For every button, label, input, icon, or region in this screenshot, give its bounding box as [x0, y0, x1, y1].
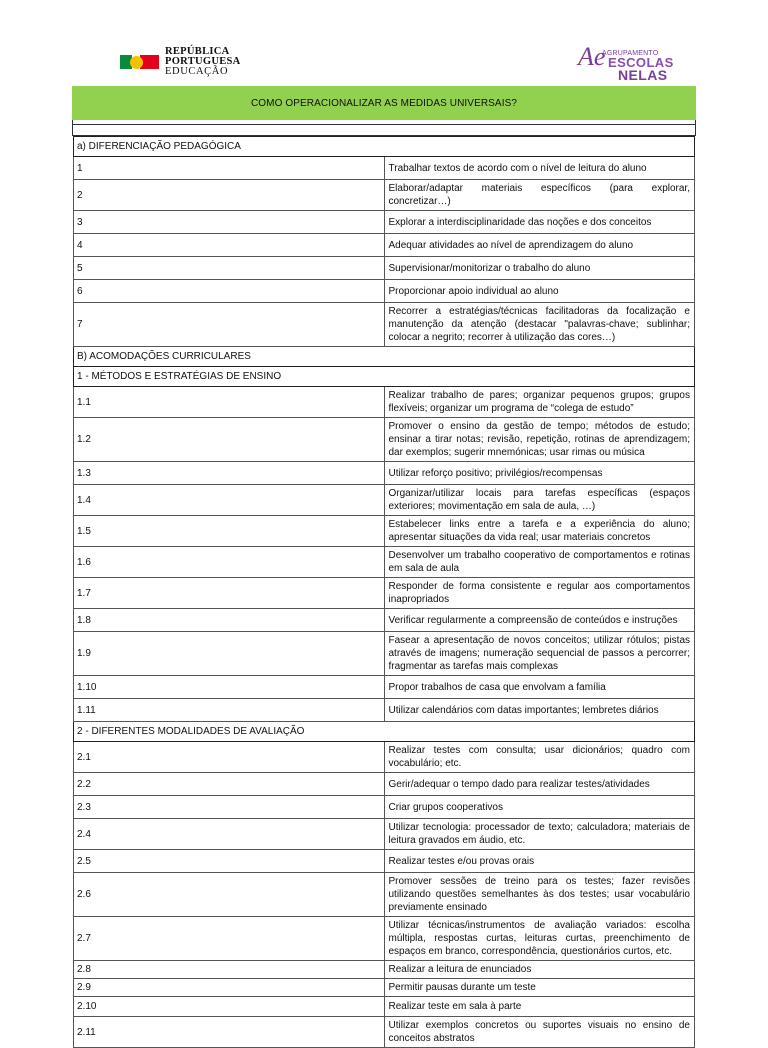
subsection-heading-2: 2 - DIFERENTES MODALIDADES DE AVALIAÇÃO — [74, 722, 695, 742]
item-number: 2.9 — [74, 979, 385, 997]
table-row — [74, 609, 695, 632]
table-row — [74, 157, 695, 180]
table-row — [74, 462, 695, 485]
table-row — [74, 180, 695, 211]
table-row — [74, 547, 695, 578]
item-text: Recorrer a estratégias/técnicas facilitadoras da focalização e manutenção da atenção (destacar "palavras-chave; sublinhar; colocar a negrito; recorrer à utilização das cores…) — [384, 303, 695, 347]
item-text: Promover sessões de treino para os testes; fazer revisões utilizando questões semelhantes às dos testes; usar vocabulário previamente ensinado — [384, 873, 695, 917]
gov-line-2: PORTUGUESA — [165, 56, 241, 67]
item-number: 1.11 — [74, 699, 385, 722]
item-number: 4 — [74, 234, 385, 257]
republica-portuguesa-logo — [120, 47, 241, 77]
item-number: 7 — [74, 303, 385, 347]
item-number: 1.3 — [74, 462, 385, 485]
item-number: 1.9 — [74, 632, 385, 676]
item-text: Responder de forma consistente e regular aos comportamentos inapropriados — [384, 578, 695, 609]
table-row — [74, 917, 695, 961]
item-number: 6 — [74, 280, 385, 303]
item-number: 1.6 — [74, 547, 385, 578]
item-text: Utilizar calendários com datas importantes; lembretes diários — [384, 699, 695, 722]
item-text: Realizar testes e/ou provas orais — [384, 850, 695, 873]
item-text: Gerir/adequar o tempo dado para realizar testes/atividades — [384, 773, 695, 796]
gov-line-1: REPÚBLICA — [165, 46, 230, 57]
item-number: 1.4 — [74, 485, 385, 516]
school-logo-mark: Ae — [578, 42, 606, 71]
section-heading-a: a) DIFERENCIAÇÃO PEDAGÓGICA — [74, 137, 695, 157]
item-text: Utilizar reforço positivo; privilégios/recompensas — [384, 462, 695, 485]
item-text: Verificar regularmente a compreensão de conteúdos e instruções — [384, 609, 695, 632]
item-text: Utilizar técnicas/instrumentos de avaliação variados: escolha múltipla, respostas curtas, leituras curtas, preenchimento de espaços em branco, correspondência, questionários curtos, etc. — [384, 917, 695, 961]
page-title: COMO OPERACIONALIZAR AS MEDIDAS UNIVERSAIS? — [72, 86, 696, 120]
table-row — [74, 257, 695, 280]
item-number: 3 — [74, 211, 385, 234]
item-number: 1.7 — [74, 578, 385, 609]
table-row — [74, 485, 695, 516]
school-logo-line-2: ESCOLAS — [608, 55, 674, 70]
item-number: 2.2 — [74, 773, 385, 796]
item-text: Organizar/utilizar locais para tarefas específicas (espaços exteriores; movimentação em sala de aula, …) — [384, 485, 695, 516]
measures-table — [73, 136, 695, 1048]
table-row — [74, 819, 695, 850]
table-row — [74, 773, 695, 796]
item-text: Utilizar tecnologia: processador de texto; calculadora; materiais de leitura gravados em áudio, etc. — [384, 819, 695, 850]
item-text: Supervisionar/monitorizar o trabalho do aluno — [384, 257, 695, 280]
table-row — [74, 979, 695, 997]
item-number: 1 — [74, 157, 385, 180]
table-row — [74, 699, 695, 722]
item-text: Fasear a apresentação de novos conceitos; utilizar rótulos; pistas através de imagens; numeração sequencial de passos a percorrer; fragmentar as tarefas mais complexas — [384, 632, 695, 676]
item-text: Explorar a interdisciplinaridade das noções e dos conceitos — [384, 211, 695, 234]
table-row — [74, 578, 695, 609]
item-text: Proporcionar apoio individual ao aluno — [384, 280, 695, 303]
item-number: 2.11 — [74, 1017, 385, 1048]
item-text: Criar grupos cooperativos — [384, 796, 695, 819]
table-row — [74, 387, 695, 418]
item-text: Permitir pausas durante um teste — [384, 979, 695, 997]
item-text: Elaborar/adaptar materiais específicos (para explorar, concretizar…) — [384, 180, 695, 211]
item-number: 2.3 — [74, 796, 385, 819]
school-logo — [578, 40, 678, 86]
item-text: Adequar atividades ao nível de aprendizagem do aluno — [384, 234, 695, 257]
item-number: 2.5 — [74, 850, 385, 873]
table-row — [74, 418, 695, 462]
table-row — [74, 1017, 695, 1048]
item-text: Promover o ensino da gestão de tempo; métodos de estudo; ensinar a tirar notas; revisão, repetição, rotinas de aprendizagem; dar exemplos; sugerir mnemónicas; usar rimas ou música — [384, 418, 695, 462]
table-row — [74, 676, 695, 699]
page-header — [0, 0, 768, 86]
item-number: 2.8 — [74, 961, 385, 979]
item-number: 1.8 — [74, 609, 385, 632]
portugal-flag-icon — [120, 55, 159, 69]
item-number: 1.10 — [74, 676, 385, 699]
item-number: 2.4 — [74, 819, 385, 850]
item-text: Realizar trabalho de pares; organizar pequenos grupos; grupos flexíveis; organizar um programa de “colega de estudo” — [384, 387, 695, 418]
table-row — [74, 873, 695, 917]
item-number: 2.7 — [74, 917, 385, 961]
item-text: Utilizar exemplos concretos ou suportes visuais no ensino de conceitos abstratos — [384, 1017, 695, 1048]
table-row — [74, 303, 695, 347]
table-row — [74, 850, 695, 873]
item-text: Realizar testes com consulta; usar dicionários; quadro com vocabulário; etc. — [384, 742, 695, 773]
subsection-heading-1: 1 - MÉTODOS E ESTRATÉGIAS DE ENSINO — [74, 367, 695, 387]
school-logo-line-3: NELAS — [618, 67, 668, 83]
item-number: 1.1 — [74, 387, 385, 418]
item-number: 2 — [74, 180, 385, 211]
table-row — [74, 211, 695, 234]
item-text: Trabalhar textos de acordo com o nível de leitura do aluno — [384, 157, 695, 180]
table-row — [74, 632, 695, 676]
table-row — [74, 997, 695, 1017]
measures-sheet — [72, 86, 696, 1048]
item-number: 2.10 — [74, 997, 385, 1017]
table-row — [74, 961, 695, 979]
item-text: Realizar a leitura de enunciados — [384, 961, 695, 979]
table-row — [74, 742, 695, 773]
section-heading-b: B) ACOMODAÇÕES CURRICULARES — [74, 347, 695, 367]
gov-line-3: EDUCAÇÃO — [165, 66, 229, 77]
item-text: Propor trabalhos de casa que envolvam a família — [384, 676, 695, 699]
school-logo-line-1: AGRUPAMENTO — [602, 50, 659, 57]
item-text: Realizar teste em sala à parte — [384, 997, 695, 1017]
item-text: Desenvolver um trabalho cooperativo de comportamentos e rotinas em sala de aula — [384, 547, 695, 578]
item-number: 1.2 — [74, 418, 385, 462]
table-row — [74, 234, 695, 257]
item-number: 2.1 — [74, 742, 385, 773]
item-text: Estabelecer links entre a tarefa e a experiência do aluno; apresentar situações da vida real; usar materiais concretos — [384, 516, 695, 547]
table-row — [74, 796, 695, 819]
item-number: 5 — [74, 257, 385, 280]
item-number: 2.6 — [74, 873, 385, 917]
table-row — [74, 280, 695, 303]
item-number: 1.5 — [74, 516, 385, 547]
table-row — [74, 516, 695, 547]
